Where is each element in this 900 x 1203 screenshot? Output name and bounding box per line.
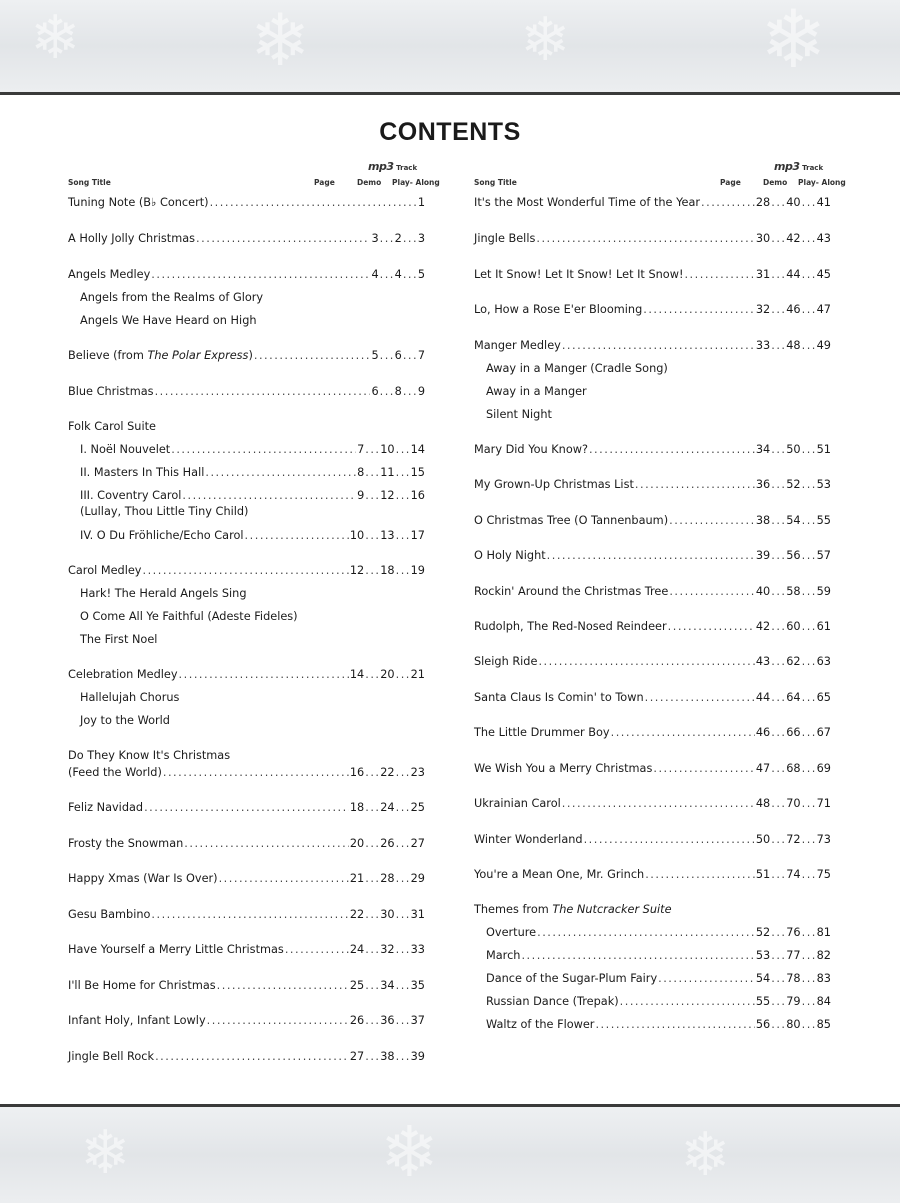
- toc-entry: [474, 268, 831, 281]
- suite-title: Themes from The Nutcracker Suite: [474, 903, 672, 916]
- entry-play-along: 15: [410, 466, 425, 479]
- entry-demo: 6: [394, 349, 402, 362]
- entry-play-along: 61: [816, 620, 831, 633]
- entry-demo: 77: [786, 949, 801, 962]
- medley-subtitle: The First Noel: [80, 633, 158, 646]
- entry-demo: 34: [380, 979, 395, 992]
- snowflake-icon: ❄: [680, 1120, 731, 1190]
- toc-entry: [474, 797, 831, 810]
- song-title-header: Song Title: [474, 178, 517, 187]
- toc-entry: [80, 443, 425, 456]
- entry-page: 36: [755, 478, 771, 491]
- entry-title: Gesu Bambino: [68, 908, 151, 921]
- entry-demo: 72: [786, 833, 801, 846]
- song-title-header: Song Title: [68, 178, 111, 187]
- entry-play-along: 67: [816, 726, 831, 739]
- entry-title: Jingle Bell Rock: [68, 1050, 155, 1063]
- entry-page: 22: [349, 908, 365, 921]
- toc-entry: [68, 196, 425, 209]
- suite-title: Folk Carol Suite: [68, 420, 156, 433]
- mp3-logo: mp3: [774, 160, 800, 173]
- entry-page: 46: [755, 726, 771, 739]
- entry-title: Blue Christmas: [68, 385, 154, 398]
- entry-play-along: 47: [816, 303, 831, 316]
- entry-demo: 58: [786, 585, 801, 598]
- entry-page: 38: [755, 514, 771, 527]
- entry-page: 3: [371, 232, 379, 245]
- column-header: [68, 158, 440, 194]
- entry-title: Carol Medley: [68, 564, 142, 577]
- entry-page: 44: [755, 691, 771, 704]
- toc-entry: [68, 1014, 425, 1027]
- toc-entry: [486, 949, 831, 962]
- entry-demo: 46: [786, 303, 801, 316]
- entry-play-along: 83: [816, 972, 831, 985]
- mp3-track-header: [368, 160, 417, 173]
- entry-demo: 26: [380, 837, 395, 850]
- toc-entry: [68, 943, 425, 956]
- entry-demo: 74: [786, 868, 801, 881]
- entry-play-along: 29: [410, 872, 425, 885]
- entry-demo: 40: [786, 196, 801, 209]
- toc-entry: [80, 489, 425, 502]
- toc-entry: [474, 585, 831, 598]
- toc-entry: [68, 268, 425, 281]
- entry-page: 32: [755, 303, 771, 316]
- toc-entry: [474, 762, 831, 775]
- medley-subtitle: Away in a Manger (Cradle Song): [486, 362, 668, 375]
- entry-title: March: [486, 949, 521, 962]
- medley-subtitle: Angels from the Realms of Glory: [80, 291, 264, 304]
- entry-title: III. Coventry Carol: [80, 489, 182, 502]
- entry-title: Celebration Medley: [68, 668, 178, 681]
- toc-entry: [474, 339, 831, 352]
- entry-demo: 44: [786, 268, 801, 281]
- entry-title: O Holy Night: [474, 549, 546, 562]
- entry-title: The Little Drummer Boy: [474, 726, 610, 739]
- toc-entry: [474, 232, 831, 245]
- entry-title: We Wish You a Merry Christmas: [474, 762, 653, 775]
- toc-entry: [474, 196, 831, 209]
- entry-play-along: 31: [410, 908, 425, 921]
- entry-title: Tuning Note (B♭ Concert): [68, 196, 209, 209]
- entry-page: 31: [755, 268, 771, 281]
- toc-entry: [486, 995, 831, 1008]
- demo-header: Demo: [763, 178, 788, 187]
- entry-demo: 78: [786, 972, 801, 985]
- entry-page: 5: [371, 349, 379, 362]
- bottom-decorative-band: [0, 1104, 900, 1203]
- demo-header: Demo: [357, 178, 382, 187]
- entry-demo: 32: [380, 943, 395, 956]
- entry-title: Manger Medley: [474, 339, 561, 352]
- entry-page: 8: [357, 466, 365, 479]
- toc-entry: [474, 691, 831, 704]
- entry-title: Lo, How a Rose E'er Blooming: [474, 303, 643, 316]
- entry-title: Sleigh Ride: [474, 655, 538, 668]
- entry-play-along: 71: [816, 797, 831, 810]
- entry-play-along: 7: [417, 349, 425, 362]
- toc-entry: [68, 872, 425, 885]
- entry-play-along: 21: [410, 668, 425, 681]
- entry-demo: 28: [380, 872, 395, 885]
- entry-demo: 12: [380, 489, 395, 502]
- entry-play-along: 51: [816, 443, 831, 456]
- entry-play-along: 16: [410, 489, 425, 502]
- entry-demo: 79: [786, 995, 801, 1008]
- entry-play-along: 84: [816, 995, 831, 1008]
- entry-page: 52: [755, 926, 771, 939]
- contents-column-right: [474, 158, 846, 1031]
- snowflake-icon: ❄: [520, 5, 571, 75]
- entry-page: 24: [349, 943, 365, 956]
- medley-subtitle: Hallelujah Chorus: [80, 691, 180, 704]
- entry-demo: 52: [786, 478, 801, 491]
- toc-entry: [486, 926, 831, 939]
- entry-demo: 68: [786, 762, 801, 775]
- entry-page: 39: [755, 549, 771, 562]
- toc-entry: [474, 726, 831, 739]
- entry-play-along: 35: [410, 979, 425, 992]
- entry-title: Feliz Navidad: [68, 801, 144, 814]
- entry-play-along: 9: [417, 385, 425, 398]
- toc-entry: [474, 303, 831, 316]
- snowflake-icon: ❄: [30, 3, 81, 73]
- entry-play-along: 37: [410, 1014, 425, 1027]
- entry-play-along: 55: [816, 514, 831, 527]
- entry-demo: 10: [380, 443, 395, 456]
- entry-page: 56: [755, 1018, 771, 1031]
- toc-entry: [486, 1018, 831, 1031]
- track-label: Track: [802, 164, 824, 172]
- entry-play-along: 25: [410, 801, 425, 814]
- snowflake-icon: ❄: [250, 0, 311, 82]
- entry-demo: 64: [786, 691, 801, 704]
- entry-title: Dance of the Sugar-Plum Fairy: [486, 972, 658, 985]
- entry-play-along: 1: [417, 196, 425, 209]
- entry-demo: 18: [380, 564, 395, 577]
- entry-title: Jingle Bells: [474, 232, 536, 245]
- entry-title: A Holly Jolly Christmas: [68, 232, 196, 245]
- entry-page: 7: [357, 443, 365, 456]
- page-title: CONTENTS: [379, 118, 521, 146]
- entry-page: 48: [755, 797, 771, 810]
- entry-page: 14: [349, 668, 365, 681]
- entry-page: 40: [755, 585, 771, 598]
- entry-play-along: 53: [816, 478, 831, 491]
- track-label: Track: [396, 164, 418, 172]
- page-header: Page: [720, 178, 741, 187]
- entry-demo: 13: [380, 529, 395, 542]
- entry-play-along: 23: [410, 766, 425, 779]
- toc-entry: [474, 868, 831, 881]
- entry-demo: 4: [394, 268, 402, 281]
- entry-page: 34: [755, 443, 771, 456]
- toc-entry: [474, 655, 831, 668]
- entry-page: 10: [349, 529, 365, 542]
- entry-title: Do They Know It's Christmas: [68, 749, 231, 762]
- entry-page: 16: [349, 766, 365, 779]
- toc-entry: [474, 443, 831, 456]
- snowflake-icon: ❄: [80, 1118, 131, 1188]
- mp3-track-header: [774, 160, 823, 173]
- toc-entry: [474, 549, 831, 562]
- entry-title: It's the Most Wonderful Time of the Year: [474, 196, 701, 209]
- entry-play-along: 65: [816, 691, 831, 704]
- entry-title: Infant Holy, Infant Lowly: [68, 1014, 206, 1027]
- entry-page: 50: [755, 833, 771, 846]
- entry-title: Waltz of the Flower: [486, 1018, 595, 1031]
- toc-entry: [474, 478, 831, 491]
- toc-entry: [80, 529, 425, 542]
- entry-page: 53: [755, 949, 771, 962]
- entry-play-along: 69: [816, 762, 831, 775]
- entry-title: Rudolph, The Red-Nosed Reindeer: [474, 620, 667, 633]
- entry-title: (Feed the World): [68, 766, 162, 779]
- medley-subtitle: Angels We Have Heard on High: [80, 314, 257, 327]
- top-decorative-band: [0, 0, 900, 95]
- entry-play-along: 63: [816, 655, 831, 668]
- entry-page: 54: [755, 972, 771, 985]
- entry-play-along: 85: [816, 1018, 831, 1031]
- entry-title: Russian Dance (Trepak): [486, 995, 619, 1008]
- entry-demo: 54: [786, 514, 801, 527]
- entry-play-along: 33: [410, 943, 425, 956]
- toc-entry: [474, 833, 831, 846]
- entry-play-along: 59: [816, 585, 831, 598]
- entry-title: Mary Did You Know?: [474, 443, 588, 456]
- entry-play-along: 49: [816, 339, 831, 352]
- toc-entry: [474, 514, 831, 527]
- entry-demo: 56: [786, 549, 801, 562]
- entry-page: 43: [755, 655, 771, 668]
- entry-play-along: 39: [410, 1050, 425, 1063]
- medley-subtitle: Hark! The Herald Angels Sing: [80, 587, 247, 600]
- entry-title: Rockin' Around the Christmas Tree: [474, 585, 669, 598]
- entry-demo: 22: [380, 766, 395, 779]
- entry-demo: 36: [380, 1014, 395, 1027]
- entry-demo: 70: [786, 797, 801, 810]
- entry-title: Angels Medley: [68, 268, 151, 281]
- entry-demo: 20: [380, 668, 395, 681]
- entry-page: 20: [349, 837, 365, 850]
- toc-entry: [68, 232, 425, 245]
- entry-demo: 8: [394, 385, 402, 398]
- medley-subtitle: Silent Night: [486, 408, 552, 421]
- entry-title: You're a Mean One, Mr. Grinch: [474, 868, 645, 881]
- entry-page: 21: [349, 872, 365, 885]
- entry-demo: 60: [786, 620, 801, 633]
- toc-entry: [80, 466, 425, 479]
- snowflake-icon: ❄: [760, 0, 828, 86]
- toc-entry: [68, 668, 425, 681]
- entry-demo: 42: [786, 232, 801, 245]
- play-along-header: Play- Along: [798, 178, 846, 187]
- entry-title: Have Yourself a Merry Little Christmas: [68, 943, 284, 956]
- entry-title: Winter Wonderland: [474, 833, 583, 846]
- entry-title: My Grown-Up Christmas List: [474, 478, 634, 491]
- entry-play-along: 19: [410, 564, 425, 577]
- entry-page: 26: [349, 1014, 365, 1027]
- entry-demo: 2: [394, 232, 402, 245]
- entry-title: Overture: [486, 926, 537, 939]
- snowflake-icon: ❄: [380, 1111, 439, 1193]
- contents-column-left: [68, 158, 440, 1063]
- entry-title: Happy Xmas (War Is Over): [68, 872, 218, 885]
- entry-title: I. Noël Nouvelet: [80, 443, 171, 456]
- entry-page: 25: [349, 979, 365, 992]
- entry-play-along: 73: [816, 833, 831, 846]
- toc-entry: [68, 908, 425, 921]
- entry-page: 4: [371, 268, 379, 281]
- entry-play-along: 5: [417, 268, 425, 281]
- column-header: [474, 158, 846, 194]
- entry-play-along: 81: [816, 926, 831, 939]
- page-header: Page: [314, 178, 335, 187]
- entry-page: 27: [349, 1050, 365, 1063]
- entry-demo: 24: [380, 801, 395, 814]
- entry-page: 55: [755, 995, 771, 1008]
- entry-demo: 38: [380, 1050, 395, 1063]
- entry-page: 47: [755, 762, 771, 775]
- entry-play-along: 41: [816, 196, 831, 209]
- entry-title: II. Masters In This Hall: [80, 466, 205, 479]
- entry-demo: 66: [786, 726, 801, 739]
- entry-title: I'll Be Home for Christmas: [68, 979, 216, 992]
- entry-page: 30: [755, 232, 771, 245]
- entry-page: 42: [755, 620, 771, 633]
- entry-demo: 50: [786, 443, 801, 456]
- toc-entry: [68, 385, 425, 398]
- entry-page: 51: [755, 868, 771, 881]
- entry-play-along: 45: [816, 268, 831, 281]
- entry-page: 33: [755, 339, 771, 352]
- toc-entry: [68, 349, 425, 362]
- entry-play-along: 75: [816, 868, 831, 881]
- entry-title: Let It Snow! Let It Snow! Let It Snow!: [474, 268, 684, 281]
- toc-entry: [68, 766, 425, 779]
- entry-page: 12: [349, 564, 365, 577]
- toc-entry: [68, 801, 425, 814]
- entry-play-along: 57: [816, 549, 831, 562]
- entry-demo: 11: [380, 466, 395, 479]
- entry-page: 28: [755, 196, 771, 209]
- entry-demo: 76: [786, 926, 801, 939]
- toc-entry: [68, 564, 425, 577]
- play-along-header: Play- Along: [392, 178, 440, 187]
- toc-entry: [68, 1050, 425, 1063]
- entry-demo: 80: [786, 1018, 801, 1031]
- entry-page: 18: [349, 801, 365, 814]
- toc-entry: [474, 620, 831, 633]
- entry-subtitle: (Lullay, Thou Little Tiny Child): [80, 505, 249, 518]
- toc-entry: [68, 979, 425, 992]
- toc-entry: [486, 972, 831, 985]
- medley-subtitle: Joy to the World: [80, 714, 170, 727]
- entry-play-along: 27: [410, 837, 425, 850]
- entry-title: Santa Claus Is Comin' to Town: [474, 691, 644, 704]
- toc-entry: [68, 837, 425, 850]
- entry-demo: 30: [380, 908, 395, 921]
- entry-title: Frosty the Snowman: [68, 837, 184, 850]
- medley-subtitle: O Come All Ye Faithful (Adeste Fideles): [80, 610, 298, 623]
- entry-play-along: 3: [417, 232, 425, 245]
- entry-play-along: 14: [410, 443, 425, 456]
- medley-subtitle: Away in a Manger: [486, 385, 587, 398]
- mp3-logo: mp3: [368, 160, 394, 173]
- entry-title: Believe (from The Polar Express): [68, 349, 253, 362]
- entry-page: 9: [357, 489, 365, 502]
- entry-title: IV. O Du Fröhliche/Echo Carol: [80, 529, 244, 542]
- entry-play-along: 17: [410, 529, 425, 542]
- entry-demo: 62: [786, 655, 801, 668]
- entry-play-along: 43: [816, 232, 831, 245]
- entry-play-along: 82: [816, 949, 831, 962]
- entry-title: Ukrainian Carol: [474, 797, 561, 810]
- entry-page: 6: [371, 385, 379, 398]
- entry-title: O Christmas Tree (O Tannenbaum): [474, 514, 669, 527]
- entry-demo: 48: [786, 339, 801, 352]
